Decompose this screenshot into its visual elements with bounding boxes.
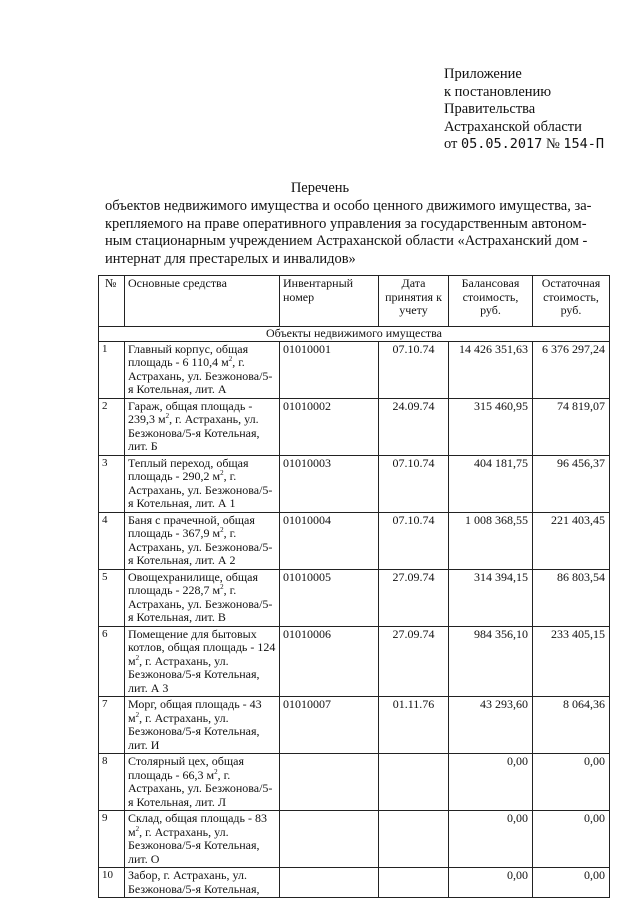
balance-value: 314 394,15 (449, 569, 533, 626)
balance-value: 315 460,95 (449, 398, 533, 455)
header-residual-value: Остаточная стоимость, руб. (533, 276, 610, 327)
residual-value: 96 456,37 (533, 455, 610, 512)
acceptance-date: 07.10.74 (379, 341, 449, 398)
appendix-date-line (444, 136, 604, 154)
row-number: 7 (99, 697, 125, 754)
asset-description (125, 341, 280, 398)
header-date: Дата принятия к учету (379, 276, 449, 327)
row-number: 9 (99, 811, 125, 868)
residual-value: 233 405,15 (533, 626, 610, 697)
inventory-number: 01010006 (280, 626, 379, 697)
inventory-number: 01010004 (280, 512, 379, 569)
appendix-line: к постановлению (444, 83, 552, 100)
inventory-number (280, 754, 379, 811)
description-text: Помещение для бытовых котлов, общая площадь - 124 м (128, 626, 276, 668)
balance-value: 984 356,10 (449, 626, 533, 697)
section-title: Объекты недвижимого имущества (99, 327, 610, 342)
table-row (99, 569, 610, 626)
residual-value: 6 376 297,24 (533, 341, 610, 398)
row-number: 1 (99, 341, 125, 398)
appendix-line: Астраханской области (444, 118, 582, 135)
superscript: 2 (220, 583, 224, 591)
description-text: , г. Астрахань, ул. Безжонова/5-я Котельная, лит. И (128, 710, 260, 752)
table-row (99, 398, 610, 455)
row-number: 6 (99, 626, 125, 697)
table-row (99, 512, 610, 569)
inventory-number: 01010002 (280, 398, 379, 455)
number-prefix: № (545, 136, 560, 152)
property-table (98, 275, 610, 898)
acceptance-date: 27.09.74 (379, 569, 449, 626)
document-title: Перечень (290, 180, 350, 196)
description-text: , г. Астрахань, ул. Безжонова/5-я Котельная, лит. В (128, 583, 273, 624)
description-text: Столярный цех, общая площадь - 66,3 м (128, 754, 244, 782)
superscript: 2 (135, 653, 140, 662)
inventory-number (280, 811, 379, 868)
acceptance-date (379, 868, 449, 898)
table-header-row (99, 276, 610, 327)
asset-description (125, 455, 280, 512)
description-text: , г. Астрахань, ул. Безжонова/5-я Котельная, лит. А 3 (128, 653, 260, 695)
inventory-number: 01010007 (280, 697, 379, 754)
superscript: 2 (135, 710, 140, 719)
appendix-block (444, 66, 604, 154)
section-row (99, 327, 610, 342)
description-text: Морг, общая площадь - 43 м (128, 697, 262, 725)
description-text: Теплый переход, общая площадь - 290,2 м (128, 455, 249, 483)
document-subtitle (105, 198, 606, 268)
asset-description (125, 626, 280, 697)
asset-description (125, 697, 280, 754)
inventory-number (280, 868, 379, 898)
description-text: Овощехранилище, общая площадь - 228,7 м (128, 569, 258, 597)
balance-value: 1 008 368,55 (449, 512, 533, 569)
asset-description (125, 811, 280, 868)
resolution-date: 05.05.2017 (461, 136, 543, 152)
appendix-line: Приложение (444, 66, 522, 82)
date-prefix: от (444, 136, 458, 152)
description-text: Гараж, общая площадь - 239,3 м (128, 398, 253, 426)
residual-value: 0,00 (533, 811, 610, 868)
superscript: 2 (220, 469, 224, 477)
balance-value: 0,00 (449, 754, 533, 811)
subtitle-line: ным стационарным учреждением Астраханской области «Астраханский дом - (105, 233, 588, 249)
asset-description (125, 868, 280, 898)
description-text: Главный корпус, общая площадь - 6 110,4 м (128, 341, 249, 369)
asset-description (125, 512, 280, 569)
acceptance-date: 01.11.76 (379, 697, 449, 754)
residual-value: 0,00 (533, 754, 610, 811)
table-row (99, 697, 610, 754)
residual-value: 86 803,54 (533, 569, 610, 626)
superscript: 2 (220, 526, 224, 534)
description-text: Баня с прачечной, общая площадь - 367,9 м (128, 512, 255, 540)
description-text: , г. Астрахань, ул. Безжонова/5-я Котельная, лит. О (128, 824, 260, 866)
superscript: 2 (165, 412, 170, 420)
header-inventory-number: Инвентарный номер (280, 276, 379, 327)
table-row (99, 754, 610, 811)
superscript: 2 (214, 767, 218, 776)
row-number: 5 (99, 569, 125, 626)
residual-value: 74 819,07 (533, 398, 610, 455)
acceptance-date (379, 754, 449, 811)
table-row (99, 455, 610, 512)
superscript: 2 (228, 355, 233, 363)
table-row (99, 868, 610, 898)
description-text: Склад, общая площадь - 83 м (128, 811, 267, 839)
description-text: Забор, г. Астрахань, ул. Безжонова/5-я Котельная, (128, 868, 260, 896)
asset-description (125, 754, 280, 811)
subtitle-line: крепляемого на праве оперативного управления за государственным автоном- (105, 215, 587, 232)
balance-value: 404 181,75 (449, 455, 533, 512)
header-asset: Основные средства (125, 276, 280, 327)
description-text: , г. Астрахань, ул. Безжонова/5-я Котельная, лит. А 2 (128, 526, 273, 567)
description-text: , г. Астрахань, ул. Безжонова/5-я Котельная, лит. А 1 (128, 469, 273, 510)
inventory-number: 01010005 (280, 569, 379, 626)
acceptance-date: 07.10.74 (379, 512, 449, 569)
appendix-line: Правительства (444, 101, 536, 117)
inventory-number: 01010001 (280, 341, 379, 398)
row-number: 4 (99, 512, 125, 569)
subtitle-line: объектов недвижимого имущества и особо ценного движимого имущества, за- (105, 198, 592, 214)
acceptance-date (379, 811, 449, 868)
table-row (99, 626, 610, 697)
acceptance-date: 27.09.74 (379, 626, 449, 697)
resolution-number: 154-П (563, 136, 605, 152)
balance-value: 43 293,60 (449, 697, 533, 754)
header-balance-value: Балансовая стоимость, руб. (449, 276, 533, 327)
header-number: № (99, 276, 125, 327)
residual-value: 0,00 (533, 868, 610, 898)
description-text: , г. Астрахань, ул. Безжонова/5-я Котельная, лит. А (128, 355, 273, 396)
table-row (99, 341, 610, 398)
acceptance-date: 24.09.74 (379, 398, 449, 455)
subtitle-line: интернат для престарелых и инвалидов» (105, 250, 356, 267)
balance-value: 0,00 (449, 811, 533, 868)
row-number: 8 (99, 754, 125, 811)
residual-value: 8 064,36 (533, 697, 610, 754)
description-text: , г. Астрахань, ул. Безжонова/5-я Котельная, лит. Б (128, 412, 260, 453)
table-row (99, 811, 610, 868)
inventory-number: 01010003 (280, 455, 379, 512)
description-text: , г. Астрахань, ул. Безжонова/5-я Котельная, лит. Л (128, 767, 273, 809)
balance-value: 14 426 351,63 (449, 341, 533, 398)
row-number: 10 (99, 868, 125, 898)
asset-description (125, 569, 280, 626)
superscript: 2 (135, 824, 140, 833)
residual-value: 221 403,45 (533, 512, 610, 569)
acceptance-date: 07.10.74 (379, 455, 449, 512)
balance-value: 0,00 (449, 868, 533, 898)
row-number: 2 (99, 398, 125, 455)
row-number: 3 (99, 455, 125, 512)
asset-description (125, 398, 280, 455)
